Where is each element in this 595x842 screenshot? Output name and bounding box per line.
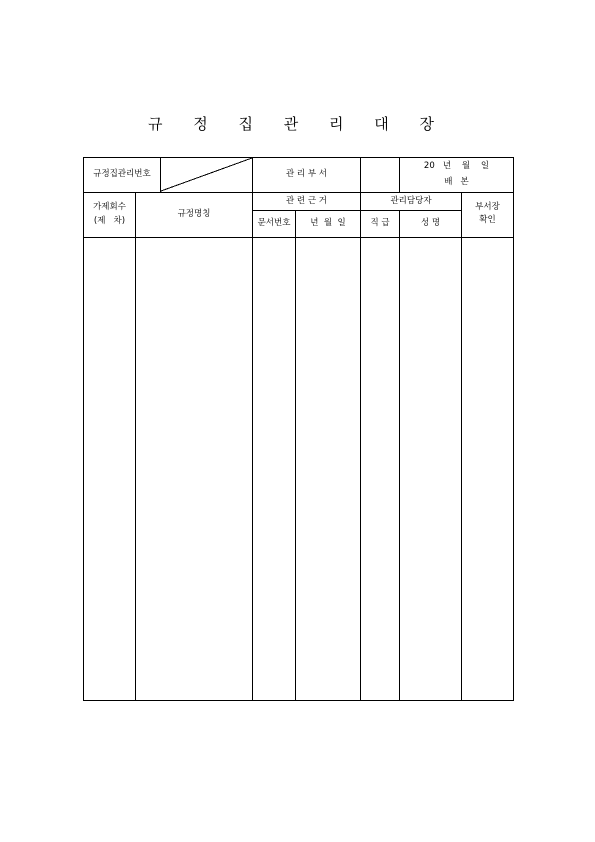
confirm-label: 확인	[479, 215, 496, 225]
page-title: 규 정 집 관 리 대 장	[147, 115, 448, 133]
manager-label: 관리담당자	[390, 196, 432, 206]
revision-sub-label: (제 차)	[93, 216, 126, 226]
date-label: 년 월 일	[310, 218, 346, 228]
rank-label: 직 급	[370, 218, 390, 228]
name-label: 성 명	[420, 218, 441, 228]
reg-no-label: 규정집관리번호	[93, 169, 151, 179]
dept-label: 관 리 부 서	[286, 169, 327, 179]
reg-name-label: 규정명칭	[177, 209, 211, 219]
head-label: 부서장	[475, 202, 500, 212]
revision-label: 가제회수	[93, 202, 126, 212]
doc-no-label: 문서번호	[257, 218, 291, 228]
basis-label: 관 련 근 거	[286, 196, 327, 206]
table-border	[84, 158, 514, 701]
diagonal-slash	[161, 158, 252, 191]
date-line: 20 년 월 일	[423, 161, 490, 171]
distribution-label: 배 본	[444, 177, 469, 187]
